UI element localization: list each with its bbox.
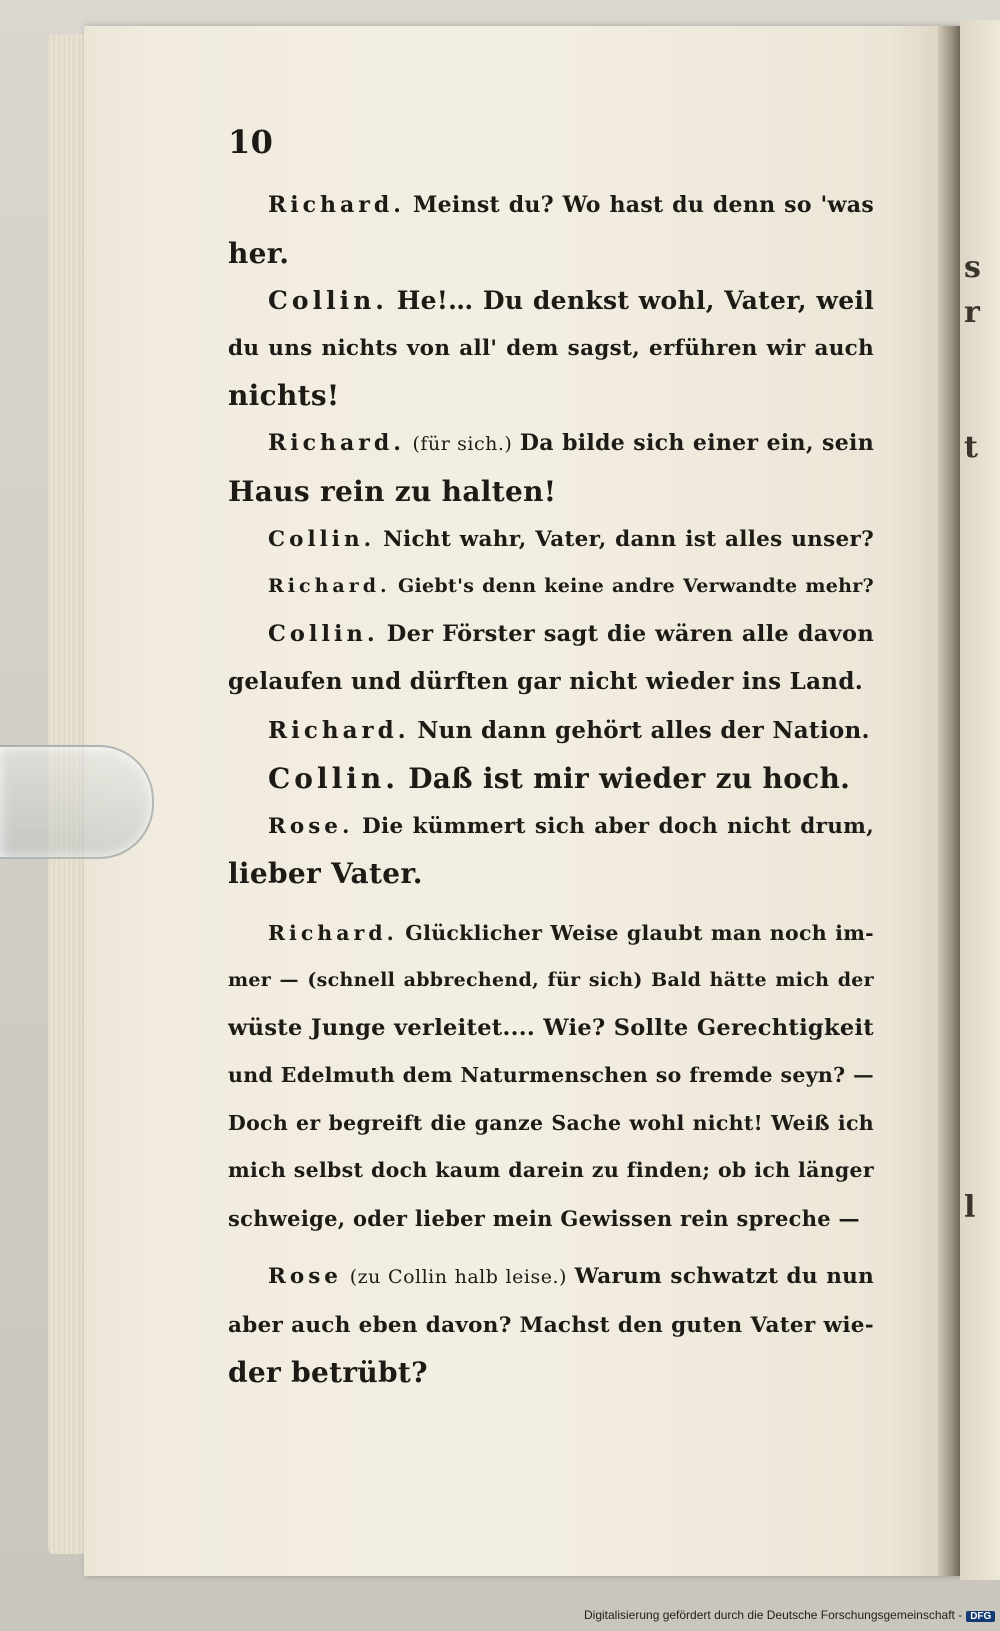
text-line: [228, 1349, 874, 1397]
stage-direction: (zu Collin halb leise.): [349, 1266, 567, 1288]
page-number: 10: [228, 123, 274, 161]
speech-text: Warum schwatzt du nun: [574, 1264, 874, 1289]
text-line: [228, 707, 874, 756]
speech-text: Da bilde sich einer ein, sein: [519, 429, 874, 456]
page-clip: [0, 745, 154, 859]
speaker-name: Richard.: [268, 192, 405, 218]
text-line: [228, 325, 874, 373]
speech-text: Meinst du? Wo hast du denn so 'was: [412, 192, 874, 218]
text-line: [228, 957, 874, 1005]
facing-page-letter: t: [964, 430, 978, 465]
text-line: [228, 1100, 874, 1148]
text-line: [228, 910, 874, 958]
speaker-name: Richard.: [268, 429, 405, 456]
text-line: [228, 277, 874, 325]
speech-text: nichts!: [228, 379, 340, 412]
text-line: [228, 468, 874, 516]
text-line: [228, 1052, 874, 1100]
speech-text: wüste Junge verleitet.... Wie? Sollte Gerechtigkeit: [228, 1014, 874, 1041]
speech-text: der betrübt?: [228, 1356, 428, 1389]
speaker-name: Rose: [268, 1264, 342, 1289]
speech-text: mich selbst doch kaum darein zu finden; ob ich länger: [228, 1158, 874, 1182]
book-gutter: [938, 26, 960, 1576]
text-line: [228, 755, 874, 803]
speech-text: lieber Vater.: [228, 857, 423, 890]
text-line: [228, 658, 874, 707]
speaker-name: Richard.: [268, 920, 398, 945]
speech-text: du uns nichts von all' dem sagst, erführen wir auch: [228, 335, 874, 361]
text-line: [228, 420, 874, 469]
text-line: [228, 1005, 874, 1053]
text-line: [228, 230, 874, 278]
text-line: [228, 803, 874, 851]
dfg-logo: DFG: [966, 1611, 995, 1622]
speaker-name: Collin.: [268, 286, 388, 315]
speaker-name: Rose.: [268, 813, 354, 839]
speech-text: her.: [228, 236, 290, 270]
text-line: [228, 1147, 874, 1195]
speaker-name: Collin.: [268, 762, 399, 795]
facing-page-edge: [960, 20, 1000, 1580]
text-line: [228, 372, 874, 420]
speech-text: mer — (schnell abbrechend, für sich) Bald hätte mich der: [228, 969, 874, 991]
stage-direction: (für sich.): [412, 432, 513, 455]
speech-text: aber auch eben davon? Machst den guten Vater wie-: [228, 1312, 874, 1338]
facing-page-letter: r: [964, 295, 980, 330]
speaker-name: Collin.: [268, 526, 376, 552]
footer-text: Digitalisierung gefördert durch die Deutsche Forschungsgemeinschaft -: [584, 1608, 963, 1622]
text-line: [228, 850, 874, 898]
text-line: [228, 1195, 874, 1244]
facing-page-letter: s: [964, 250, 981, 285]
speech-text: schweige, oder lieber mein Gewissen rein spreche —: [228, 1205, 860, 1231]
speech-text: He!… Du denkst wohl, Vater, weil: [396, 286, 874, 315]
speaker-name: Richard.: [268, 575, 391, 597]
digitization-footer: [584, 1608, 994, 1626]
facing-page-letter: l: [964, 1190, 976, 1225]
speech-text: Nicht wahr, Vater, dann ist alles unser?: [383, 526, 874, 552]
speech-text: Doch er begreift die ganze Sache wohl nicht! Weiß ich: [228, 1110, 874, 1135]
speech-text: Der Förster sagt die wären alle davon: [386, 620, 874, 647]
text-line: [228, 563, 874, 611]
speaker-name: Collin.: [268, 620, 379, 647]
speech-text: Giebt's denn keine andre Verwandte mehr?: [397, 575, 874, 597]
speech-text: gelaufen und dürften gar nicht wieder ins Land.: [228, 668, 864, 695]
text-line: [228, 182, 874, 230]
text-line: [228, 516, 874, 564]
text-line: [228, 1302, 874, 1350]
text-line: [228, 1253, 874, 1302]
speech-text: Daß ist mir wieder zu hoch.: [408, 762, 851, 795]
speech-text: Haus rein zu halten!: [228, 475, 557, 508]
speech-text: Glücklicher Weise glaubt man noch im-: [405, 920, 874, 945]
speaker-name: Richard.: [268, 716, 410, 744]
speech-text: und Edelmuth dem Naturmenschen so fremde seyn? —: [228, 1063, 874, 1087]
speech-text: Die kümmert sich aber doch nicht drum,: [362, 813, 874, 839]
speech-text: Nun dann gehört alles der Nation.: [417, 716, 870, 744]
page-text: [228, 120, 874, 1397]
text-line: [228, 611, 874, 659]
